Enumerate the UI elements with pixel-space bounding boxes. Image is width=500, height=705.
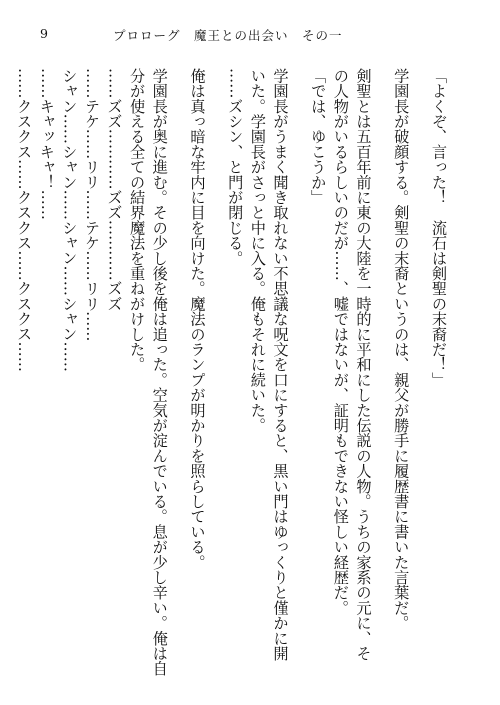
text-line: ……クスクス……クスクス……クスクス…… — [15, 68, 34, 372]
text-line — [0, 68, 13, 668]
page-number: 9 — [40, 26, 48, 41]
text-line: ……ズシン、と門が閉じる。 — [226, 68, 245, 266]
text-line: 俺は真っ暗な牢内に目を向けた。魔法のランプが明かりを照らしている。 — [188, 68, 207, 570]
text-line: 「よくぞ、言った！ 流石は剣聖の末裔だ！」 — [430, 68, 448, 388]
text-line: シャン……シャン……シャン……シャン…… — [60, 68, 79, 372]
text-line: 学園長が破顔する。剣聖の末裔というのは、親父が勝手に履歴書に書いた言葉だ。 — [392, 68, 411, 631]
text-line: 「では、ゆこうか」 — [309, 68, 328, 205]
text-line: 学園長がうまく聞き取れない不思議な呪文を口にすると、黒い門はゆっくりと僅かに開 — [271, 68, 290, 661]
text-line: いた。学園長がさっと中に入る。俺もそれに続いた。 — [248, 68, 267, 433]
text-line: ……ズズ…………ズズ…………ズズ — [105, 68, 124, 312]
running-title: プロローグ 魔王との出会い その一 — [113, 28, 343, 43]
text-line: 剣聖とは五百年前に東の大陸を一時的に平和にした伝説の人物。うちの家系の元に、そ — [354, 68, 373, 661]
text-line: 分が使える全ての結界魔法を重ねがけした。 — [128, 68, 147, 372]
text-line: 学園長が奥に進む。その少し後を俺は追った。空気が淀んでいる。息が少し辛い。俺は自 — [150, 68, 169, 677]
page-header — [38, 26, 458, 46]
text-line: ……キャッキャ！…… — [37, 68, 56, 220]
text-line: ……テケ……リリ……テケ……リリ…… — [82, 68, 101, 342]
vertical-text-body — [15, 68, 450, 677]
text-line: の人物がいるらしいのだが……、嘘ではないが、証明もできない怪しい経歴だ。 — [331, 68, 350, 616]
